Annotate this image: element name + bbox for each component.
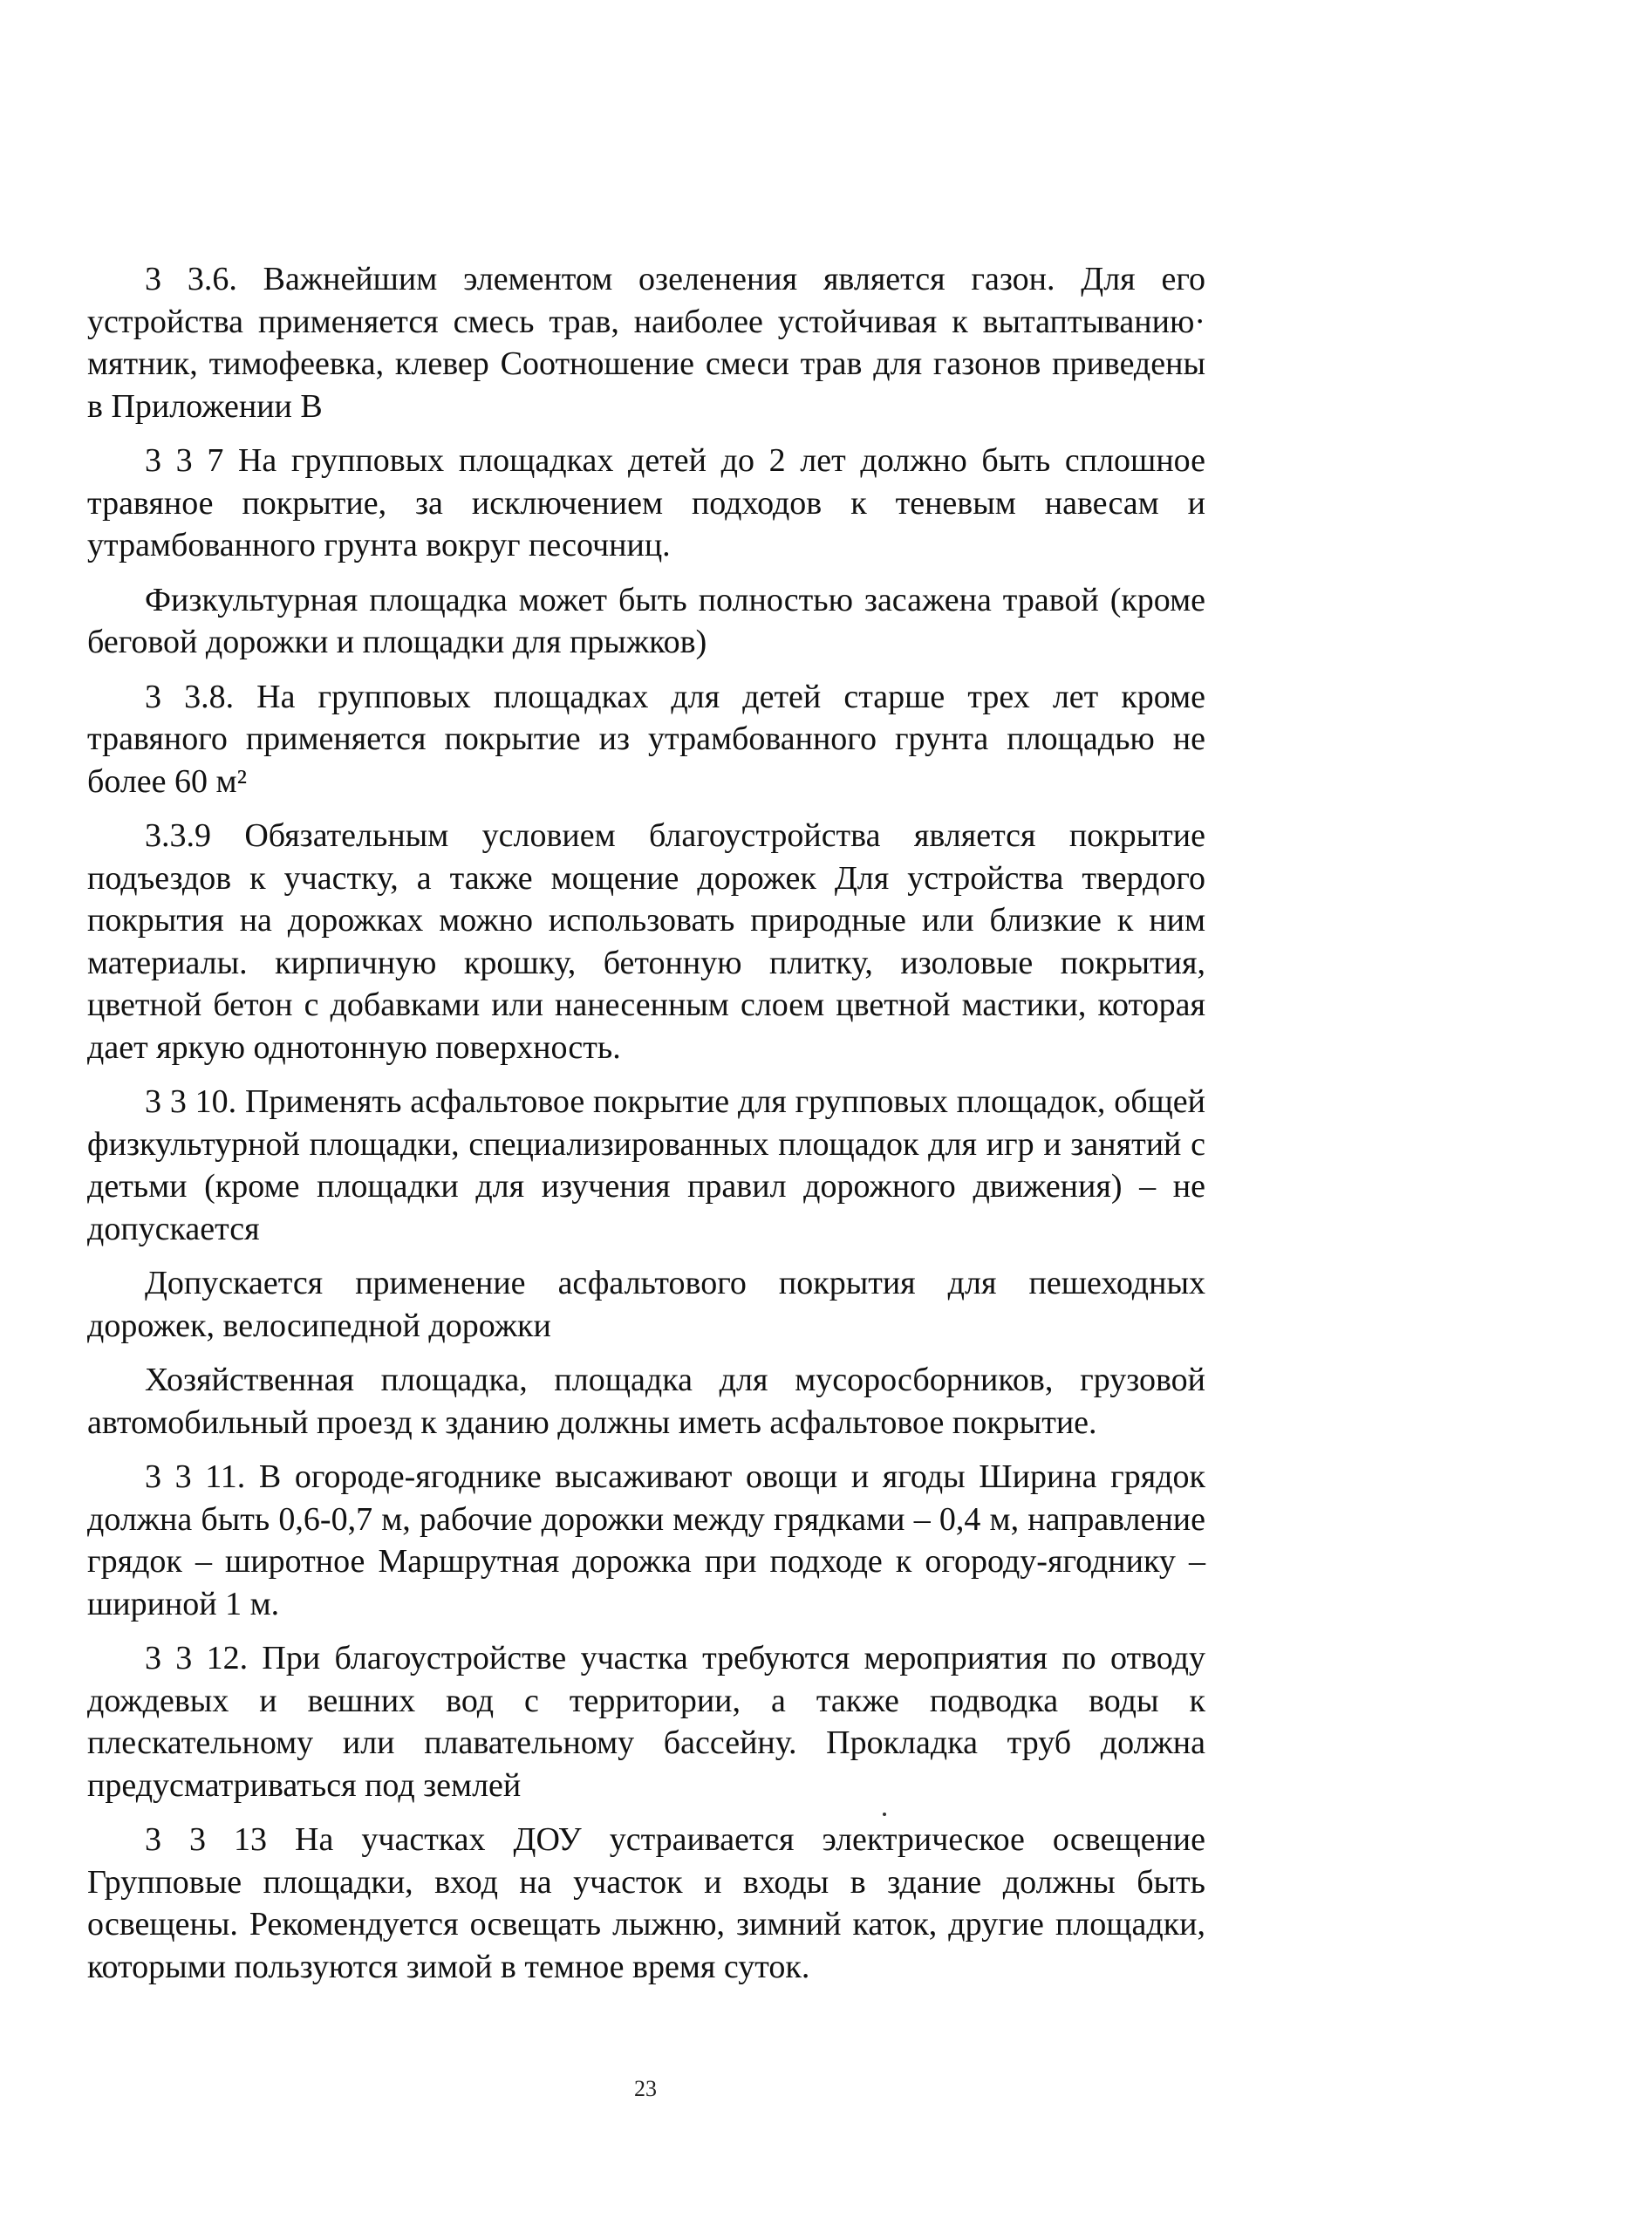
paragraph-3-3-13: 3 3 13 На участках ДОУ устраивается электрическое освещение Групповые площадки, вход на участок и входы в здание должны быть освещены. Рекомендуется освещать лыжню, зимний каток, другие площадки, которыми пользуются зимой в темное время суток. [87,1821,1205,1985]
paragraph-sports-ground: Физкультурная площадка может быть полностью засажена травой (кроме беговой дорожки и площадки для прыжков) [87,581,1205,660]
paragraph-utility-area: Хозяйственная площадка, площадка для мусоросборников, грузовой автомобильный проезд к зданию должны иметь асфальтовое покрытие. [87,1362,1205,1441]
paragraph-3-3-9: 3.3.9 Обязательным условием благоустройства является покрытие подъездов к участку, а также мощение дорожек Для устройства твердого покрытия на дорожках можно использовать природные или близкие к ним материалы. кирпичную крошку, бетонную плитку, изоловые покрытия, цветной бетон с добавками или нанесенным слоем цветной мастики, которая дает яркую однотонную поверхность. [87,817,1205,1066]
scan-speck [883,1813,886,1816]
paragraph-3-3-8: 3 3.8. На групповых площадках для детей старше трех лет кроме травяного применяется покрытие из утрамбованного грунта площадью не более 60 м² [87,678,1205,800]
paragraph-3-3-12: 3 3 12. При благоустройстве участка требуются мероприятия по отводу дождевых и вешних вод с территории, а также подводка воды к плескательному или плавательному бассейну. Прокладка труб должна предусматриваться под землей [87,1640,1205,1804]
paragraph-asphalt-allowed: Допускается применение асфальтового покрытия для пешеходных дорожек, велосипедной дорожки [87,1265,1205,1344]
paragraph-3-3-6: 3 3.6. Важнейшим элементом озеленения является газон. Для его устройства применяется смесь трав, наиболее устойчивая к вытаптыванию· мятник, тимофеевка, клевер Соотношение смеси трав для газонов приведены в Приложении В [87,261,1205,425]
document-body [87,258,1205,2000]
paragraph-3-3-11: 3 3 11. В огороде-ягоднике высаживают овощи и ягоды Ширина грядок должна быть 0,6-0,7 м, рабочие дорожки между грядками – 0,4 м, направление грядок – широтное Маршрутная дорожка при подходе к огороду-ягоднику – шириной 1 м. [87,1458,1205,1622]
paragraph-3-3-7: 3 3 7 На групповых площадках детей до 2 лет должно быть сплошное травяное покрытие, за исключением подходов к теневым навесам и утрамбованного грунта вокруг песочниц. [87,442,1205,563]
page-number: 23 [634,2076,657,2101]
paragraph-3-3-10: 3 3 10. Применять асфальтовое покрытие для групповых площадок, общей физкультурной площадки, специализированных площадок для игр и занятий с детьми (кроме площадки для изучения правил дорожного движения) – не допускается [87,1083,1205,1247]
